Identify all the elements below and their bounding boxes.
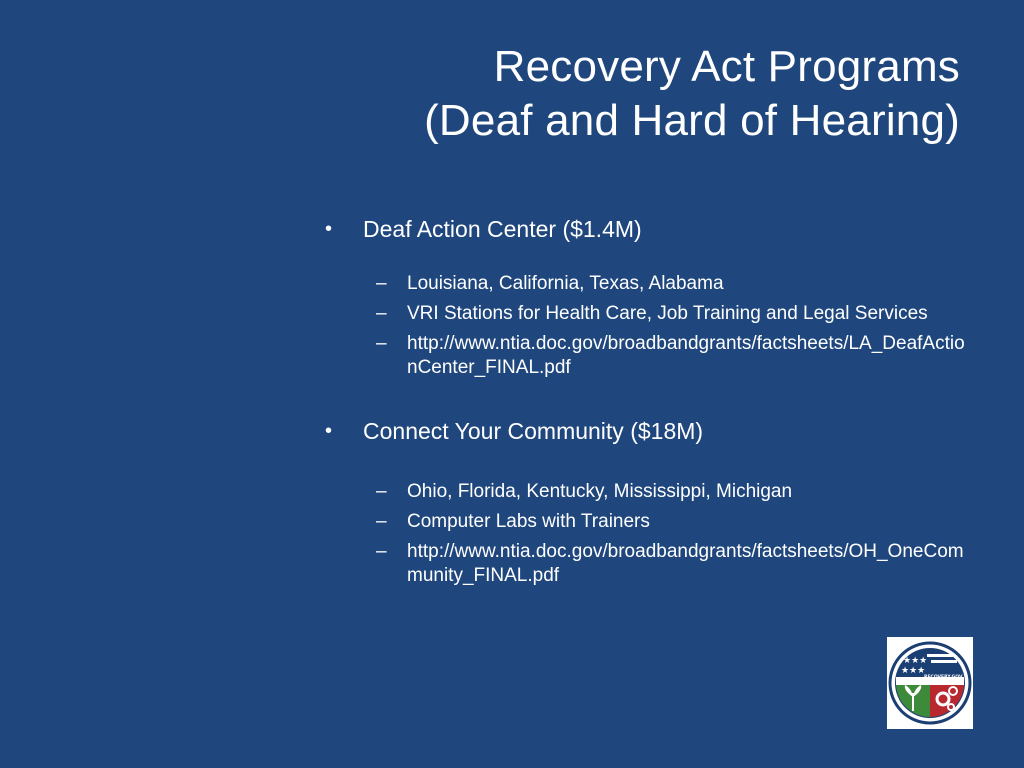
sub-item-link[interactable] [322,540,972,588]
svg-text:★★★: ★★★ [903,656,928,666]
dash-icon: – [376,333,387,354]
sub-item-link[interactable] [322,332,972,380]
recovery-seal-icon [887,637,973,729]
bullet-icon: • [325,420,333,442]
sub-item-text: Computer Labs with Trainers [407,511,650,532]
dash-icon: – [376,273,387,294]
sub-item [322,510,972,534]
dash-icon: – [376,511,387,532]
bullet-text: Deaf Action Center ($1.4M) [363,216,642,242]
sub-item [322,302,972,326]
bullet-item [322,214,972,244]
recovery-gov-logo [887,637,973,729]
bullet-icon: • [325,218,333,240]
sub-item-url[interactable]: http://www.ntia.doc.gov/broadbandgrants/factsheets/OH_OneCommunity_FINAL.pdf [407,541,964,586]
stars-icon [901,656,927,676]
bullet-text: Connect Your Community ($18M) [363,418,704,444]
sub-item-text: Louisiana, California, Texas, Alabama [407,273,724,294]
logo-caption: RECOVERY.GOV [924,675,963,680]
page-title [260,40,960,148]
sub-item-text: VRI Stations for Health Care, Job Training and Legal Services [407,303,928,324]
dash-icon: – [376,541,387,562]
title-line-1: Recovery Act Programs [493,42,960,91]
dash-icon: – [376,481,387,502]
svg-text:★★★: ★★★ [901,666,926,676]
sub-item-text: Ohio, Florida, Kentucky, Mississippi, Michigan [407,481,793,502]
title-line-2: (Deaf and Hard of Hearing) [424,96,960,145]
sub-list [322,480,972,588]
sub-item [322,480,972,504]
content-list [322,214,972,594]
sub-item [322,272,972,296]
bullet-item [322,416,972,446]
dash-icon: – [376,303,387,324]
sub-item-url[interactable]: http://www.ntia.doc.gov/broadbandgrants/factsheets/LA_DeafActionCenter_FINAL.pdf [407,333,965,378]
sub-list [322,272,972,380]
